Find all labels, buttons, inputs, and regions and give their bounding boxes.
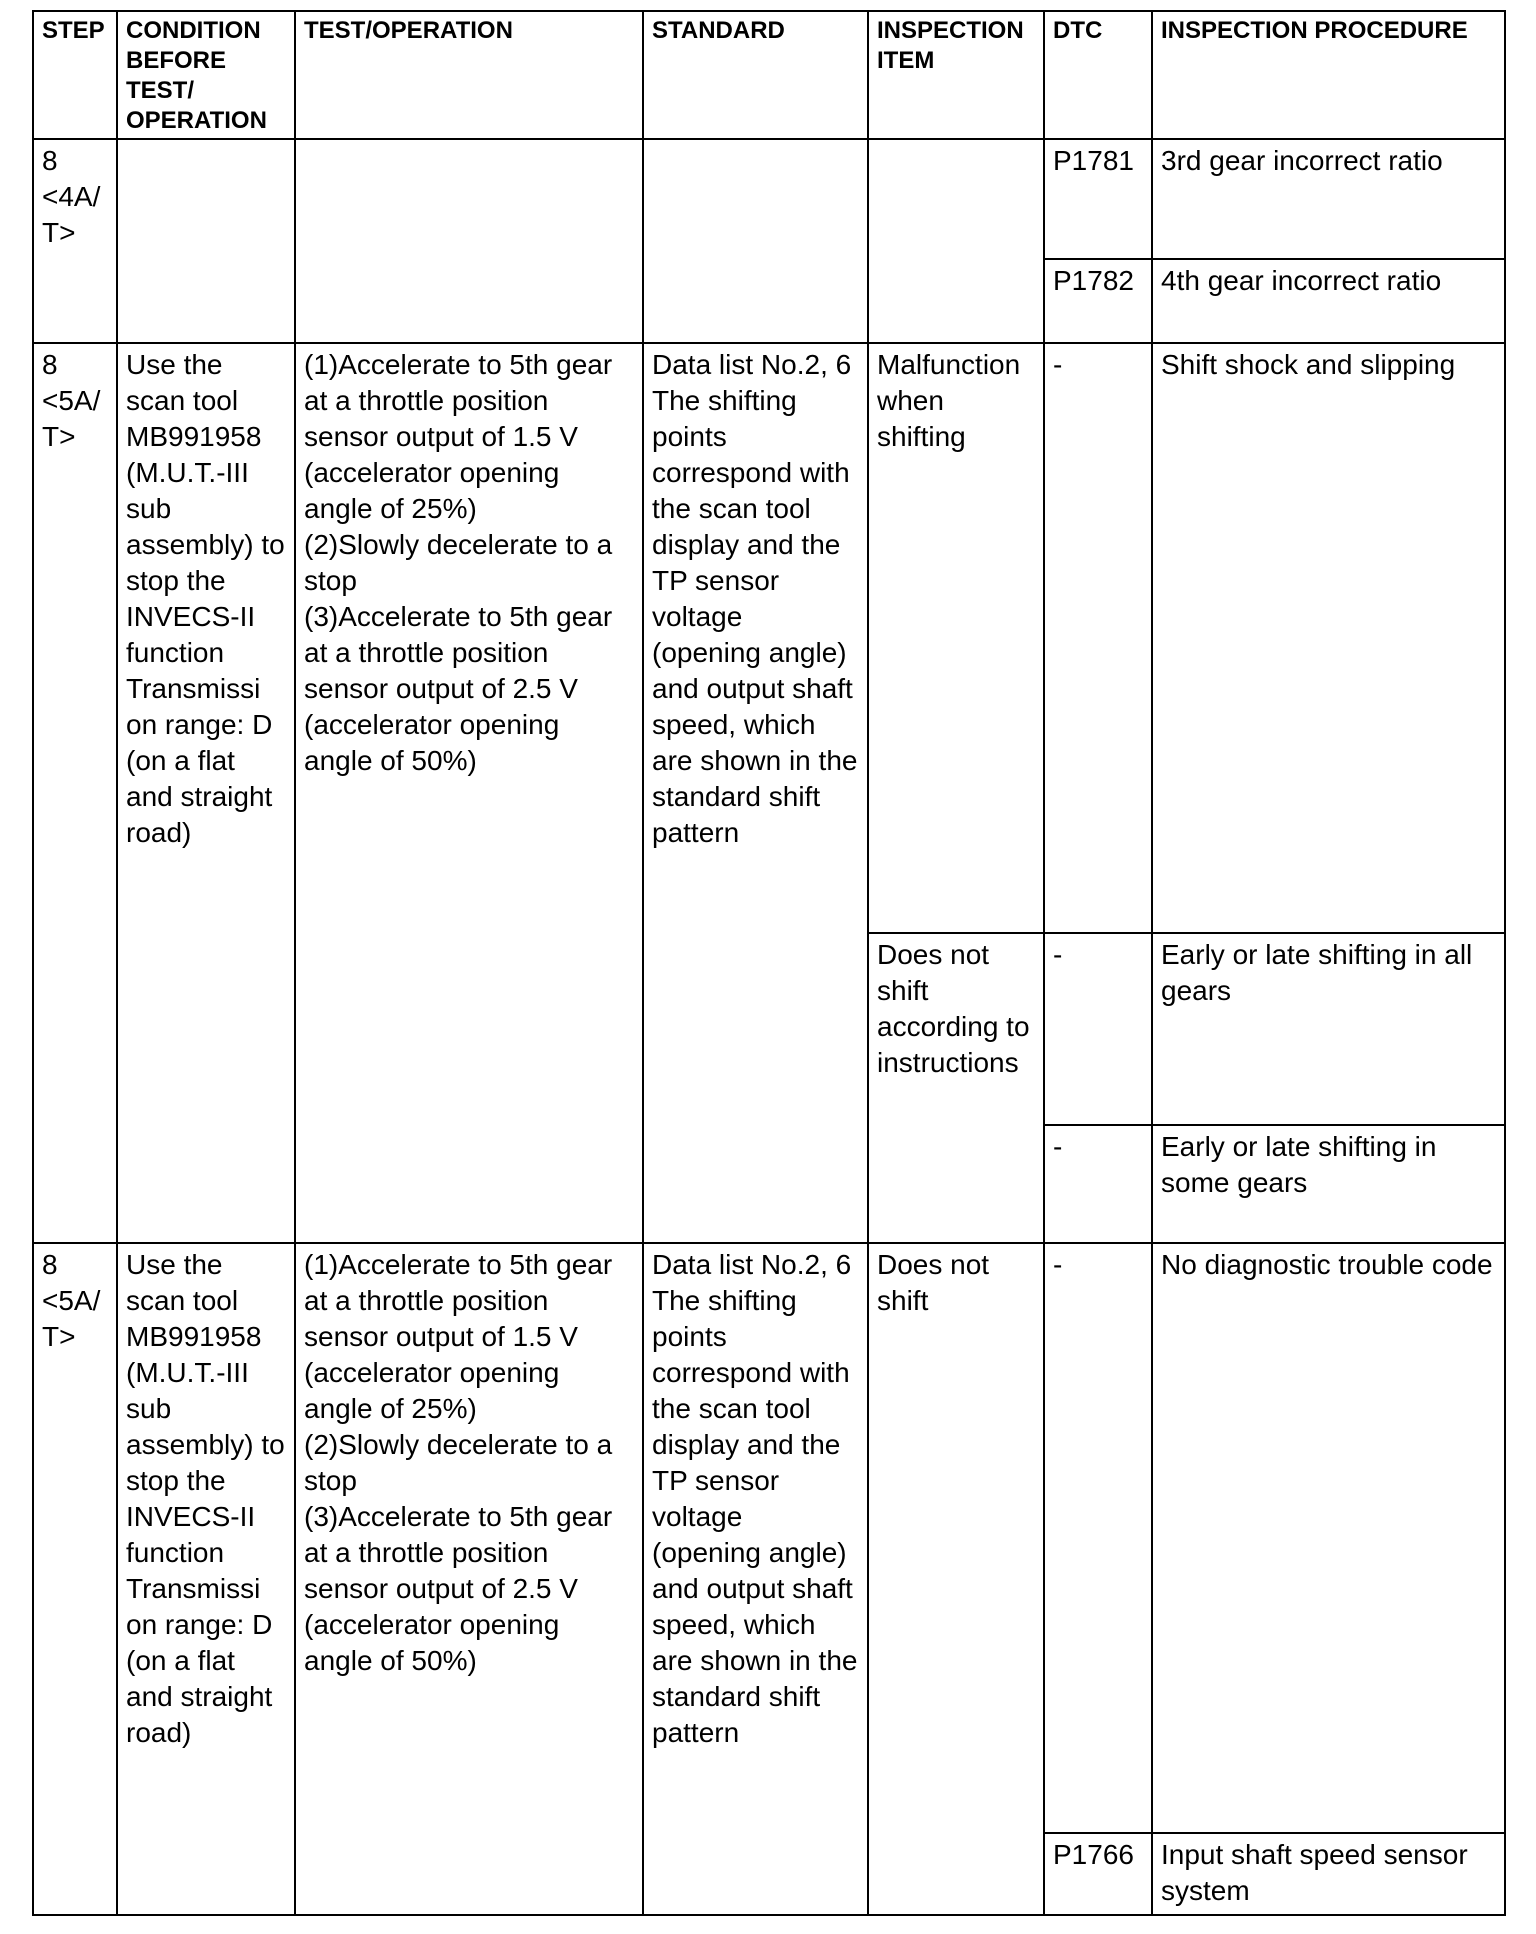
standard-cell: Data list No.2, 6 The shifting points correspond with the scan tool display and the TP sensor voltage (opening angle) and output shaft speed, which are shown in the standard shift pattern <box>643 343 868 1243</box>
header-standard: STANDARD <box>643 11 868 139</box>
inspection-table <box>32 10 1506 1916</box>
header-step: STEP <box>33 11 117 139</box>
procedure-cell: Shift shock and slipping <box>1152 343 1505 933</box>
step-cell: 8 <5A/ T> <box>33 1243 117 1915</box>
dtc-cell: P1782 <box>1044 259 1152 343</box>
inspection-item-cell: Does not shift according to instructions <box>868 933 1044 1243</box>
header-inspection-procedure: INSPECTION PROCEDURE <box>1152 11 1505 139</box>
dtc-cell: P1781 <box>1044 139 1152 259</box>
standard-cell: Data list No.2, 6 The shifting points correspond with the scan tool display and the TP sensor voltage (opening angle) and output shaft speed, which are shown in the standard shift pattern <box>643 1243 868 1915</box>
header-condition: CONDITION BEFORE TEST/ OPERATION <box>117 11 295 139</box>
dtc-cell: P1766 <box>1044 1833 1152 1915</box>
procedure-cell: 4th gear incorrect ratio <box>1152 259 1505 343</box>
procedure-cell: No diagnostic trouble code <box>1152 1243 1505 1833</box>
procedure-cell: Input shaft speed sensor system <box>1152 1833 1505 1915</box>
dtc-cell: - <box>1044 343 1152 933</box>
inspection-item-cell: Malfunction when shifting <box>868 343 1044 933</box>
condition-cell: Use the scan tool MB991958 (M.U.T.-III sub assembly) to stop the INVECS-II function Transmissi on range: D (on a flat and straight road) <box>117 343 295 1243</box>
test-cell <box>295 139 643 343</box>
header-dtc: DTC <box>1044 11 1152 139</box>
procedure-cell: Early or late shifting in all gears <box>1152 933 1505 1125</box>
dtc-cell: - <box>1044 1125 1152 1243</box>
condition-cell <box>117 139 295 343</box>
condition-cell: Use the scan tool MB991958 (M.U.T.-III sub assembly) to stop the INVECS-II function Transmissi on range: D (on a flat and straight road) <box>117 1243 295 1915</box>
standard-cell <box>643 139 868 343</box>
inspection-item-cell <box>868 139 1044 343</box>
test-cell: (1)Accelerate to 5th gear at a throttle position sensor output of 1.5 V (accelerator opening angle of 25%) (2)Slowly decelerate to a stop (3)Accelerate to 5th gear at a throttle position sensor output of 2.5 V (accelerator opening angle of 50%) <box>295 1243 643 1915</box>
step-cell: 8 <4A/ T> <box>33 139 117 343</box>
inspection-item-cell: Does not shift <box>868 1243 1044 1915</box>
dtc-cell: - <box>1044 933 1152 1125</box>
test-cell: (1)Accelerate to 5th gear at a throttle position sensor output of 1.5 V (accelerator opening angle of 25%) (2)Slowly decelerate to a stop (3)Accelerate to 5th gear at a throttle position sensor output of 2.5 V (accelerator opening angle of 50%) <box>295 343 643 1243</box>
dtc-cell: - <box>1044 1243 1152 1833</box>
table-row <box>33 343 1505 933</box>
procedure-cell: 3rd gear incorrect ratio <box>1152 139 1505 259</box>
header-row <box>33 11 1505 139</box>
procedure-cell: Early or late shifting in some gears <box>1152 1125 1505 1243</box>
table-row <box>33 1243 1505 1833</box>
header-test: TEST/OPERATION <box>295 11 643 139</box>
table-row <box>33 139 1505 259</box>
step-cell: 8 <5A/ T> <box>33 343 117 1243</box>
header-inspection-item: INSPECTION ITEM <box>868 11 1044 139</box>
